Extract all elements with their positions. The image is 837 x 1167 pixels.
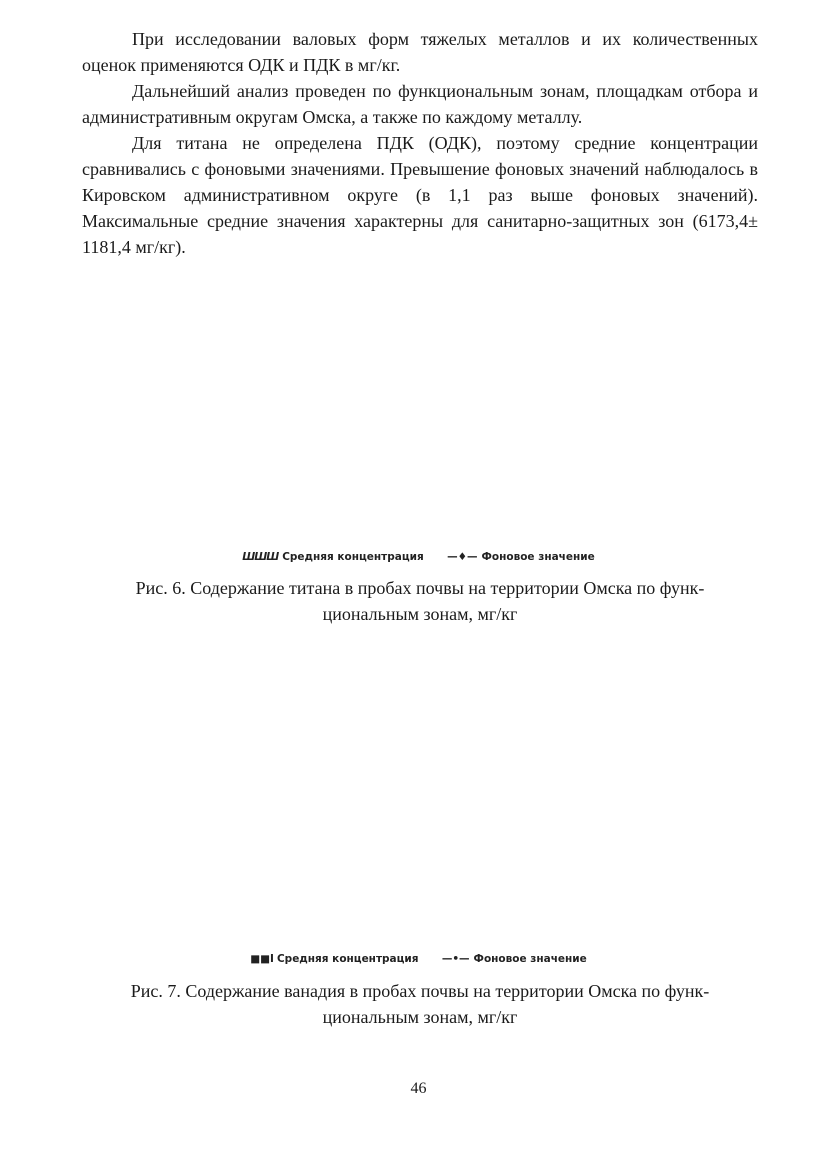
body-text xyxy=(82,26,758,260)
figure6-caption-line1: Рис. 6. Содержание титана в пробах почвы на территории Омска по функ- xyxy=(135,578,705,598)
paragraph-2: Дальнейший анализ проведен по функциональным зонам, площадкам отбора и административным округам Омска, а также по каждому металлу. xyxy=(82,81,758,127)
figure7-caption-line2: циональным зонам, мг/кг xyxy=(322,1007,518,1027)
figure7-legend xyxy=(0,953,837,965)
paragraph-1: При исследовании валовых форм тяжелых металлов и их количественных оценок применяются ОДК и ПДК в мг/кг. xyxy=(82,29,758,75)
figure6-bg-marker: —♦— xyxy=(447,551,478,563)
figure7-caption xyxy=(82,978,758,1030)
figure6-legend xyxy=(0,551,837,563)
figure6-legend-bg: Фоновое значение xyxy=(481,551,595,563)
paragraph-3: Для титана не определена ПДК (ОДК), поэтому средние концентрации сравнивались с фоновыми значениями. Превышение фоновых значений наблюдалось в Кировском административном округе (в 1,1 раз выше фоновых значений). Максимальные средние значения характерны для санитарно-защитных зон (6173,4± 1181,4 мг/кг). xyxy=(82,133,758,257)
figure7-legend-bg: Фоновое значение xyxy=(473,953,587,965)
figure6-caption xyxy=(82,575,758,627)
figure6-mean-marker: ШШШ xyxy=(242,551,279,563)
figure7-legend-mean: Средняя концентрация xyxy=(276,953,419,965)
figure6-caption-line2: циональным зонам, мг/кг xyxy=(322,604,518,624)
figure7-bg-marker: —•— xyxy=(441,953,470,965)
figure7-mean-marker: ■■I xyxy=(250,953,274,965)
figure7-caption-line1: Рис. 7. Содержание ванадия в пробах почвы на территории Омска по функ- xyxy=(130,981,710,1001)
page-number: 46 xyxy=(410,1080,427,1097)
figure6-legend-mean: Средняя концентрация xyxy=(282,551,424,563)
